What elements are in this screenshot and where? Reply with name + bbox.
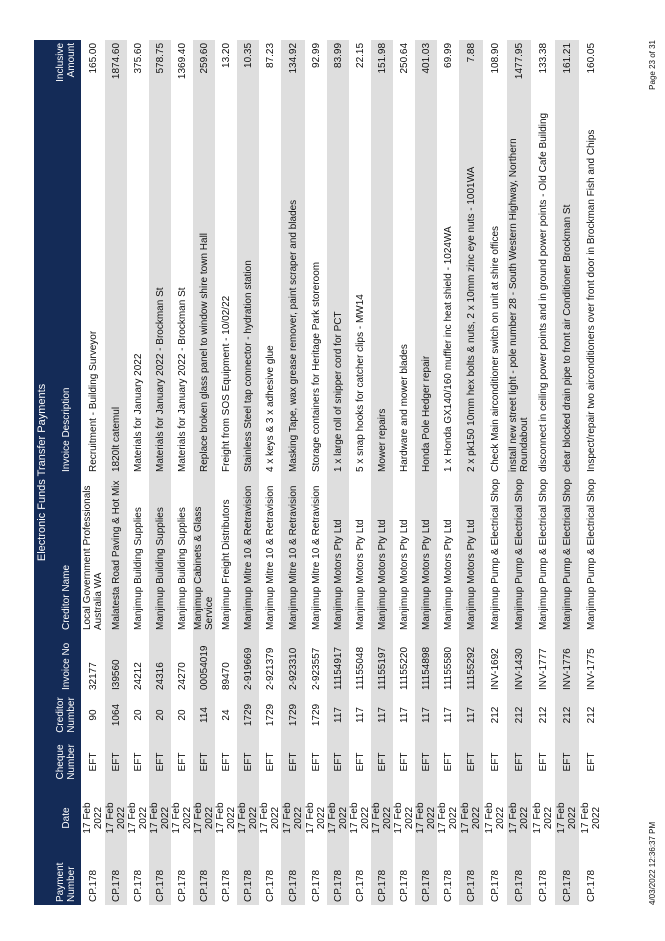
col-creditor-number: Creditor Number: [51, 693, 81, 737]
table-row: [237, 40, 259, 905]
cell-date: 17 Feb 2022: [371, 787, 393, 849]
cell-payment-number: CP.178: [149, 849, 171, 905]
cell-payment-number: CP.178: [310, 869, 322, 902]
cell-invoice-description: Inspect/repair two airconditioners over front door in Brockman Fish and Chips: [585, 129, 597, 472]
cell-invoice-no: 11154917: [327, 633, 349, 693]
cell-creditor-number: 117: [327, 693, 349, 737]
cell-creditor-number: 212: [537, 706, 549, 724]
cell-creditor-number: 114: [193, 693, 215, 737]
cell-cheque-number: EFT: [176, 752, 188, 772]
cell-creditor-number: 212: [489, 706, 501, 724]
cell-cheque-number: EFT: [489, 752, 501, 772]
cell-invoice-description: 1 x Honda GX140/160 muffler inc heat shield - 1024WA: [442, 226, 454, 472]
cell-invoice-no: 2-921379: [264, 647, 276, 690]
cell-invoice-description: Masking Tape, wax grease remover, paint scraper and blades: [281, 107, 305, 475]
table-row: [305, 40, 327, 905]
cell-date: 17 Feb 2022: [459, 787, 483, 849]
cell-creditor-name: Manjimup Pump & Electrical Shop: [507, 475, 531, 633]
cell-date: 17 Feb 2022: [105, 787, 127, 849]
cell-creditor-number: 1729: [281, 693, 305, 737]
cell-payment-number: CP.178: [132, 869, 144, 902]
cell-cheque-number: EFT: [310, 752, 322, 772]
cell-invoice-description: Replace broken glass panel to window shire town Hall: [193, 107, 215, 475]
cell-invoice-description: 2 x pk150 10mm hex bolts & nuts, 2 x 10mm zinc eye nuts - 1001WA: [459, 107, 483, 475]
table-row: [215, 40, 237, 905]
cell-payment-number: CP.178: [220, 869, 232, 902]
cell-invoice-description: Honda Pole Hedger repair: [415, 107, 437, 475]
cell-invoice-no: 89470: [220, 662, 232, 690]
cell-creditor-number: 117: [354, 707, 366, 723]
cell-cheque-number: EFT: [87, 752, 99, 772]
cell-payment-number: CP.178: [415, 849, 437, 905]
cell-invoice-description: Mower repairs: [371, 107, 393, 475]
cell-creditor-name: Manjimup Mitre 10 & Retravision: [237, 475, 259, 633]
cell-cheque-number: EFT: [507, 737, 531, 787]
cell-creditor-name: Manjimup Mitre 10 & Retravision: [281, 475, 305, 633]
cell-date: 17 Feb 2022: [149, 787, 171, 849]
cell-creditor-name: Manjimup Freight Distributors: [220, 499, 232, 630]
cell-payment-number: CP.178: [281, 849, 305, 905]
table-row: [327, 40, 349, 905]
cell-creditor-number: 90: [87, 709, 99, 721]
table-row: [105, 40, 127, 905]
cell-inclusive-amount: 108.90: [489, 42, 501, 74]
cell-payment-number: CP.178: [442, 869, 454, 902]
cell-cheque-number: EFT: [398, 752, 410, 772]
cell-payment-number: CP.178: [585, 869, 597, 902]
cell-cheque-number: EFT: [585, 752, 597, 772]
cell-invoice-no: I39560: [105, 633, 127, 693]
cell-creditor-number: 117: [459, 693, 483, 737]
cell-inclusive-amount: 250.64: [398, 42, 410, 74]
cell-creditor-number: 20: [176, 709, 188, 721]
cell-cheque-number: EFT: [281, 737, 305, 787]
table-row: [393, 40, 415, 905]
cell-creditor-number: 1064: [105, 693, 127, 737]
cell-inclusive-amount: 165.00: [87, 42, 99, 74]
cell-creditor-name: Manjimup Building Supplies: [176, 507, 188, 630]
cell-creditor-name: Manjimup Building Supplies: [149, 475, 171, 633]
cell-payment-number: CP.178: [264, 869, 276, 902]
cell-invoice-description: 4 x keys & 3 x adhesive glue: [264, 345, 276, 472]
cell-creditor-name: Manjimup Motors Pty Ltd: [442, 519, 454, 630]
cell-inclusive-amount: 401.03: [415, 40, 437, 107]
cell-creditor-number: 117: [415, 693, 437, 737]
cell-date: 17 Feb 2022: [415, 787, 437, 849]
table-row: [437, 40, 459, 905]
cell-payment-number: CP.178: [193, 849, 215, 905]
cell-creditor-name: Manjimup Motors Pty Ltd: [371, 475, 393, 633]
table-row: [171, 40, 193, 905]
cell-creditor-number: 212: [585, 706, 597, 724]
cell-invoice-no: 24316: [149, 633, 171, 693]
table-row: [81, 40, 105, 905]
cell-inclusive-amount: 7.88: [459, 40, 483, 107]
cell-creditor-name: Manjimup Motors Pty Ltd: [398, 519, 410, 630]
cell-date: 17 Feb 2022: [259, 802, 281, 834]
table-row: [371, 40, 393, 905]
cell-cheque-number: EFT: [149, 737, 171, 787]
cell-creditor-name: Manjimup Mitre 10 & Retravision: [310, 485, 322, 630]
cell-payment-number: CP.178: [237, 849, 259, 905]
cell-inclusive-amount: 151.98: [371, 40, 393, 107]
cell-date: 17 Feb 2022: [215, 802, 237, 834]
cell-inclusive-amount: 13.20: [220, 42, 232, 68]
cell-creditor-number: 20: [132, 709, 144, 721]
cell-invoice-no: INV-1692: [489, 648, 501, 690]
cell-invoice-description: Materials for January 2022: [132, 353, 144, 472]
cell-payment-number: CP.178: [537, 869, 549, 902]
cell-date: 17 Feb 2022: [580, 802, 602, 834]
cell-invoice-no: INV-1777: [537, 648, 549, 690]
cell-invoice-description: Materials for January 2022 - Brockman St: [176, 287, 188, 472]
cell-creditor-name: Manjimup Pump & Electrical Shop: [489, 478, 501, 630]
cell-date: 17 Feb 2022: [327, 787, 349, 849]
cell-creditor-name: Manjimup Motors Pty Ltd: [415, 475, 437, 633]
cell-creditor-number: 117: [442, 707, 454, 723]
cell-date: 17 Feb 2022: [532, 802, 554, 834]
cell-inclusive-amount: 1874.60: [105, 40, 127, 107]
col-inclusive-amount: Inclusive Amount: [51, 40, 81, 107]
cell-creditor-number: 1729: [310, 703, 322, 727]
cell-inclusive-amount: 87.23: [264, 42, 276, 68]
cell-creditor-name: Manjimup Cabinets & Glass Service: [193, 475, 215, 633]
cell-inclusive-amount: 134.92: [281, 40, 305, 107]
cell-cheque-number: EFT: [264, 752, 276, 772]
cell-date: 17 Feb 2022: [237, 787, 259, 849]
table-row: [127, 40, 149, 905]
cell-cheque-number: EFT: [442, 752, 454, 772]
cell-invoice-description: disconnect in ceiling power points and in ground power points - Old Cafe Building: [537, 112, 549, 472]
cell-date: 17 Feb 2022: [484, 802, 506, 834]
cell-inclusive-amount: 92.99: [310, 42, 322, 68]
cell-cheque-number: EFT: [327, 737, 349, 787]
cell-creditor-name: Manjimup Pump & Electrical Shop: [585, 478, 597, 630]
cell-cheque-number: EFT: [220, 752, 232, 772]
table-row: [193, 40, 215, 905]
cell-inclusive-amount: 69.99: [442, 42, 454, 68]
cell-invoice-description: Storage containers for Heritage Park storeroom: [310, 261, 322, 472]
table-row: [349, 40, 371, 905]
cell-inclusive-amount: 578.75: [149, 40, 171, 107]
table-row: [531, 40, 555, 905]
cell-creditor-name: Manjimup Pump & Electrical Shop: [537, 478, 549, 630]
cell-payment-number: CP.178: [354, 869, 366, 902]
cell-creditor-name: Manjimup Motors Pty Ltd: [354, 519, 366, 630]
cell-date: 17 Feb 2022: [82, 802, 104, 834]
cell-inclusive-amount: 133.38: [537, 42, 549, 74]
cell-invoice-no: 11155292: [459, 633, 483, 693]
cell-invoice-description: 1 x large roll of snipper cord for PCT: [327, 107, 349, 475]
cell-payment-number: CP.178: [459, 849, 483, 905]
cell-date: 17 Feb 2022: [281, 787, 305, 849]
cell-invoice-no: 11155048: [354, 646, 366, 690]
cell-cheque-number: EFT: [354, 752, 366, 772]
cell-invoice-no: 2-919669: [237, 633, 259, 693]
col-date: Date: [51, 787, 81, 849]
cell-date: 17 Feb 2022: [393, 802, 415, 834]
cell-creditor-name: Malatesta Road Paving & Hot Mix: [105, 475, 127, 633]
cell-invoice-no: 11154898: [415, 633, 437, 693]
table-row: [149, 40, 171, 905]
cell-creditor-number: 20: [149, 693, 171, 737]
cell-inclusive-amount: 259.60: [193, 40, 215, 107]
cell-invoice-description: clear blocked drain pipe to front air Conditioner Brockman St: [555, 107, 579, 475]
cell-creditor-name: Manjimup Mitre 10 & Retravision: [264, 485, 276, 630]
cell-payment-number: CP.178: [398, 869, 410, 902]
cell-payment-number: CP.178: [176, 869, 188, 902]
table-row: [259, 40, 281, 905]
cell-creditor-number: 24: [220, 709, 232, 721]
cell-cheque-number: EFT: [132, 752, 144, 772]
cell-inclusive-amount: 83.99: [327, 40, 349, 107]
table-row: [281, 40, 305, 905]
cell-invoice-no: 2-923310: [281, 633, 305, 693]
cell-inclusive-amount: 22.15: [354, 42, 366, 68]
col-cheque-number: Cheque Number: [51, 737, 81, 787]
cell-invoice-no: 2-923557: [310, 647, 322, 690]
cell-cheque-number: EFT: [371, 737, 393, 787]
cell-invoice-description: 5 x snap hooks for catcher clips - MW14: [354, 294, 366, 472]
cell-cheque-number: EFT: [555, 737, 579, 787]
col-payment-number: Payment Number: [51, 849, 81, 905]
cell-creditor-name: Manjimup Pump & Electrical Shop: [555, 475, 579, 633]
table-row: [415, 40, 437, 905]
col-invoice-no: Invoice No: [51, 633, 81, 693]
payments-table: [34, 40, 603, 905]
cell-cheque-number: EFT: [193, 737, 215, 787]
cell-creditor-name: Manjimup Motors Pty Ltd: [459, 475, 483, 633]
cell-invoice-description: Recruitment - Building Surveyor: [87, 330, 99, 472]
column-header-row: [51, 40, 81, 905]
cell-date: 17 Feb 2022: [171, 802, 193, 834]
cell-date: 17 Feb 2022: [437, 802, 459, 834]
col-invoice-description: Invoice Description: [51, 107, 81, 475]
table-body: [81, 40, 603, 905]
cell-invoice-no: 24270: [176, 662, 188, 690]
print-timestamp: 4/03/2022 12:36:37 PM: [648, 821, 657, 905]
cell-inclusive-amount: 375.60: [132, 42, 144, 74]
cell-invoice-description: 1820lt catemul: [105, 107, 127, 475]
cell-cheque-number: EFT: [105, 737, 127, 787]
cell-payment-number: CP.178: [327, 849, 349, 905]
report-title: Electronic Funds Transfer Payments: [34, 40, 51, 905]
cell-payment-number: CP.178: [507, 849, 531, 905]
cell-invoice-no: 32177: [87, 662, 99, 690]
cell-inclusive-amount: 10.35: [237, 40, 259, 107]
table-row: [483, 40, 507, 905]
cell-creditor-name: Manjimup Motors Pty Ltd: [327, 475, 349, 633]
cell-date: 17 Feb 2022: [305, 802, 327, 834]
cell-creditor-name: Local Government Professionals Australia WA: [82, 485, 104, 630]
cell-invoice-no: INV-1775: [585, 648, 597, 690]
cell-creditor-name: Manjimup Building Supplies: [132, 507, 144, 630]
cell-invoice-no: 24212: [132, 662, 144, 690]
cell-invoice-no: 00054019: [193, 633, 215, 693]
cell-invoice-description: Check Main airconditioner switch on unit at shire offices: [489, 225, 501, 472]
cell-payment-number: CP.178: [371, 849, 393, 905]
cell-date: 17 Feb 2022: [507, 787, 531, 849]
page-number: Page 23 of 31: [648, 40, 657, 90]
table-row: [555, 40, 579, 905]
cell-creditor-number: 117: [371, 693, 393, 737]
cell-invoice-description: install new street light - pole number 28 - South Western Highway, Northern Roundabout: [507, 107, 531, 475]
cell-creditor-number: 1729: [264, 703, 276, 727]
cell-invoice-description: Materials for January 2022 - Brockman St: [149, 107, 171, 475]
cell-invoice-no: 11155220: [398, 646, 410, 690]
table-title-row: [34, 40, 51, 905]
cell-inclusive-amount: 1369.40: [176, 42, 188, 80]
col-creditor-name: Creditor Name: [51, 475, 81, 633]
table-row: [459, 40, 483, 905]
cell-date: 17 Feb 2022: [127, 802, 149, 834]
table-row: [579, 40, 603, 905]
cell-date: 17 Feb 2022: [349, 802, 371, 834]
cell-payment-number: CP.178: [555, 849, 579, 905]
cell-invoice-no: 11155580: [442, 646, 454, 690]
cell-creditor-number: 212: [555, 693, 579, 737]
cell-creditor-number: 212: [507, 693, 531, 737]
cell-invoice-no: INV-1776: [555, 633, 579, 693]
cell-payment-number: CP.178: [87, 869, 99, 902]
cell-invoice-description: Hardware and mower blades: [398, 344, 410, 472]
cell-date: 17 Feb 2022: [555, 787, 579, 849]
cell-inclusive-amount: 160.05: [585, 42, 597, 74]
cell-invoice-description: Freight from SOS Equipment - 10/02/22: [220, 295, 232, 472]
cell-cheque-number: EFT: [237, 737, 259, 787]
cell-inclusive-amount: 1477.95: [507, 40, 531, 107]
cell-invoice-no: INV-1430: [507, 633, 531, 693]
cell-invoice-description: Stainless Steel tap connector - hydration station: [237, 107, 259, 475]
table-row: [507, 40, 531, 905]
cell-cheque-number: EFT: [459, 737, 483, 787]
cell-cheque-number: EFT: [415, 737, 437, 787]
cell-creditor-number: 1729: [237, 693, 259, 737]
cell-creditor-number: 117: [398, 707, 410, 723]
cell-cheque-number: EFT: [537, 752, 549, 772]
cell-invoice-no: 11155197: [371, 633, 393, 693]
cell-inclusive-amount: 161.21: [555, 40, 579, 107]
cell-payment-number: CP.178: [489, 869, 501, 902]
cell-date: 17 Feb 2022: [193, 787, 215, 849]
cell-payment-number: CP.178: [105, 849, 127, 905]
